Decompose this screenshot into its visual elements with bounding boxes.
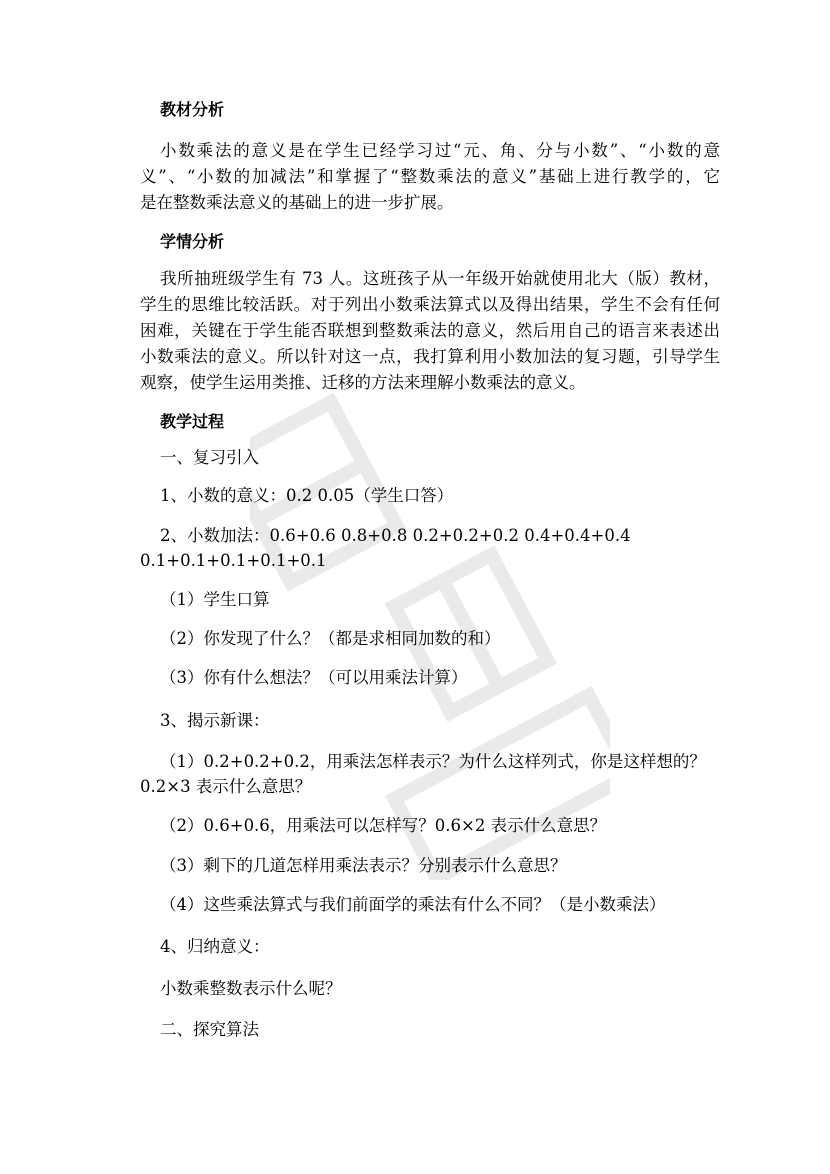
section-title-analysis: 教材分析: [160, 100, 225, 119]
paragraph-line: 观察，使学生运用类推、迁移的方法来理解小数乘法的意义。: [140, 373, 586, 392]
question-item: 小数乘整数表示什么呢？: [160, 979, 342, 998]
sub-item: （1）学生口算: [160, 590, 270, 609]
list-item-continuation: 0.1+0.1+0.1+0.1+0.1: [140, 551, 327, 570]
question-item: （4）这些乘法算式与我们前面学的乘法有什么不同？（是小数乘法）: [160, 895, 666, 914]
paragraph-line: 小数乘法的意义。所以针对这一点，我打算利用小数加法的复习题，引导学生: [140, 347, 720, 366]
paragraph-line: 是在整数乘法意义的基础上的进一步扩展。: [140, 193, 454, 212]
paragraph-line: 小数乘法的意义是在学生已经学习过“元、角、分与小数”、“小数的意: [160, 141, 720, 160]
list-item: 4、归纳意义：: [160, 937, 270, 956]
paragraph-line: 困难，关键在于学生能否联想到整数乘法的意义，然后用自己的语言来表述出: [140, 321, 720, 340]
question-item: （3）剩下的几道怎样用乘法表示？分别表示什么意思？: [160, 856, 567, 875]
paragraph-line: 我所抽班级学生有 73 人。这班孩子从一年级开始就使用北大（版）教材，: [160, 269, 720, 288]
list-item: 1、小数的意义：0.2 0.05（学生口答）: [160, 486, 454, 505]
question-item: （2）0.6+0.6，用乘法可以怎样写？0.6×2 表示什么意思？: [160, 816, 607, 835]
list-item: 2、小数加法：0.6+0.6 0.8+0.8 0.2+0.2+0.2 0.4+0.4+0.4: [160, 526, 631, 545]
subsection-title-review: 一、复习引入: [160, 448, 259, 467]
sub-item: （3）你有什么想法？（可以用乘法计算）: [160, 668, 468, 687]
paragraph-line: 学生的思维比较活跃。对于列出小数乘法算式以及得出结果，学生不会有任何: [140, 295, 720, 314]
paragraph-line: 义”、“小数的加减法”和掌握了“整数乘法的意义”基础上进行教学的，它: [140, 167, 720, 186]
sub-item: （2）你发现了什么？（都是求相同加数的和）: [160, 629, 501, 648]
list-item: 3、揭示新课：: [160, 711, 270, 730]
question-item-continuation: 0.2×3 表示什么意思？: [140, 777, 312, 796]
subsection-title-explore: 二、探究算法: [160, 1020, 259, 1039]
section-title-students: 学情分析: [160, 232, 225, 251]
question-item: （1）0.2+0.2+0.2，用乘法怎样表示？为什么这样列式，你是这样想的？: [160, 752, 706, 771]
section-title-process: 教学过程: [160, 412, 225, 431]
